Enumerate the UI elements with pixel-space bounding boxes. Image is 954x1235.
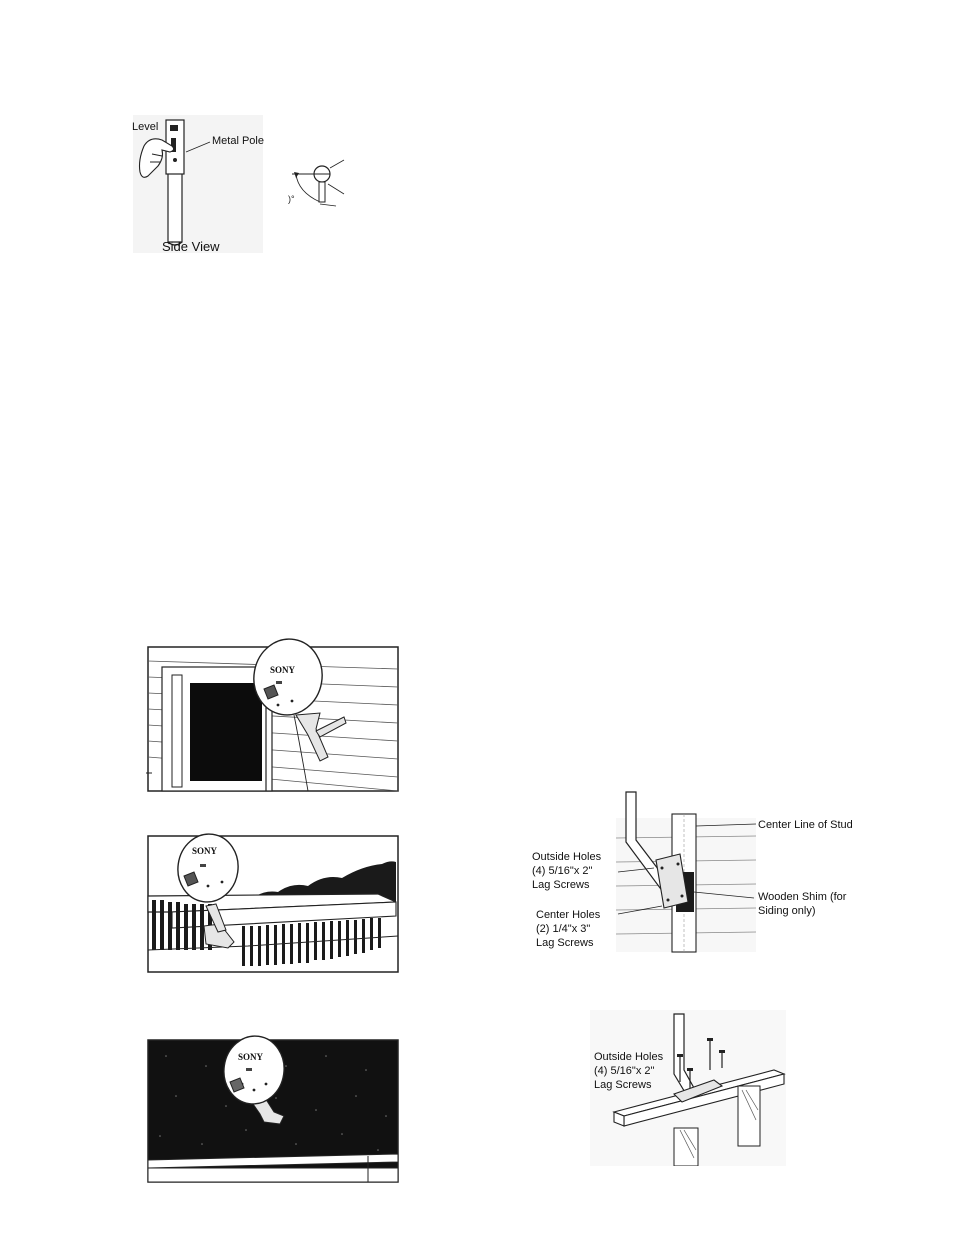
dish-roof-illustration [146,1026,400,1184]
pole-level-figure [130,112,370,262]
center-line-of-stud-label: Center Line of Stud [758,819,853,831]
dish-wall-window-illustration [146,635,400,793]
dish-brand-logo: SONY [192,846,218,856]
level-label: Level [132,121,159,133]
svg-text:)°: )° [288,194,295,204]
metal-pole-label: Metal Pole [212,135,264,147]
wooden-shim-label: Wooden Shim (for Siding only) [758,891,847,917]
dish-brand-logo: SONY [270,665,296,675]
wall-mount-diagram [530,788,870,958]
beam-outside-holes-label: Outside Holes (4) 5/16"x 2" Lag Screws [594,1051,664,1091]
center-holes-label: Center Holes (2) 1/4"x 3" Lag Screws [536,909,601,949]
outside-holes-label: Outside Holes (4) 5/16"x 2" Lag Screws [532,851,602,891]
beam-mount-diagram [590,1010,786,1166]
side-view-label: Side View [162,239,220,254]
dish-brand-logo: SONY [238,1052,264,1062]
dish-deck-railing-illustration [146,826,400,974]
